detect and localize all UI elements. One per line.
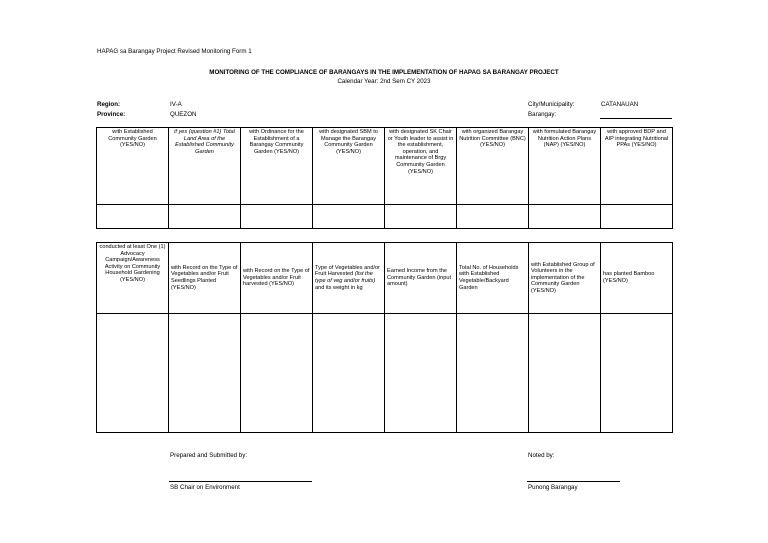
entry-cell[interactable] xyxy=(169,205,241,229)
entry-cell[interactable] xyxy=(385,314,457,433)
compliance-table-1 xyxy=(96,127,673,229)
city-value: CATANAUAN xyxy=(601,101,639,108)
entry-cell[interactable] xyxy=(601,205,673,229)
header-text: and its weight in kg xyxy=(315,284,363,291)
header-cell: with Record on the Type of Vegetables and/or Fruit harvested (YES/NO) xyxy=(241,243,313,314)
province-label: Province: xyxy=(97,111,126,118)
noted-signature-line xyxy=(527,481,620,482)
entry-cell[interactable] xyxy=(313,314,385,433)
header-text-italic: (list the type of veg and/or fruits) xyxy=(315,271,376,284)
entry-cell[interactable] xyxy=(601,314,673,433)
table-header-row xyxy=(97,128,673,205)
table-row xyxy=(97,205,673,229)
header-cell: Total No. of Households with Established Vegetable/Backyard Garden xyxy=(457,243,529,314)
header-cell: with approved BDP and AIP integrating Nutritional PPAs (YES/NO) xyxy=(601,128,673,205)
header-cell: Earned Income from the Community Garden (input amount) xyxy=(385,243,457,314)
header-cell: with Established Community Garden (YES/NO) xyxy=(97,128,169,205)
barangay-field[interactable] xyxy=(600,118,672,119)
header-cell: if yes (question #1) Total Land Area of the Established Community Garden xyxy=(169,128,241,205)
header-cell: with designated SBM to Manage the Barangay Community Garden (YES/NO) xyxy=(313,128,385,205)
header-cell: with designated SK Chair or Youth leader to assist in the establishment, operation, and maintenance of Brgy Community Garden (YES/NO) xyxy=(385,128,457,205)
entry-cell[interactable] xyxy=(97,314,169,433)
table-row xyxy=(97,314,673,433)
region-value: IV-A xyxy=(170,101,182,108)
noted-label: Noted by: xyxy=(528,452,555,459)
barangay-label: Barangay: xyxy=(528,111,557,118)
entry-cell[interactable] xyxy=(169,314,241,433)
header-cell xyxy=(313,243,385,314)
header-cell: with Record on the Type of Vegetables and/or Fruit Seedlings Planted (YES/NO) xyxy=(169,243,241,314)
entry-cell[interactable] xyxy=(241,314,313,433)
entry-cell[interactable] xyxy=(529,205,601,229)
header-text: Type of Vegetables and/or Fruit Harvested xyxy=(315,264,380,278)
entry-cell[interactable] xyxy=(457,314,529,433)
form-id: HAPAG sa Barangay Project Revised Monitoring Form 1 xyxy=(97,48,252,55)
header-cell: with Ordinance for the Establishment of a Barangay Community Garden (YES/NO) xyxy=(241,128,313,205)
compliance-table-2 xyxy=(96,242,673,433)
prepared-label: Prepared and Submitted by: xyxy=(170,452,248,459)
entry-cell[interactable] xyxy=(385,205,457,229)
calendar-year: Calendar Year: 2nd Sem CY 2023 xyxy=(337,78,431,85)
entry-cell[interactable] xyxy=(97,205,169,229)
page-title: MONITORING OF THE COMPLIANCE OF BARANGAYS IN THE IMPLEMENTATION OF HAPAG SA BARANGAY PROJECT xyxy=(209,69,559,76)
region-label: Region: xyxy=(97,101,121,108)
prepared-signature-line xyxy=(169,481,312,482)
table-header-row xyxy=(97,243,673,314)
header-cell: has planted Bamboo (YES/NO) xyxy=(601,243,673,314)
noted-title: Punong Barangay xyxy=(528,484,578,491)
province-value: QUEZON xyxy=(170,111,197,118)
header-cell: with Established Group of Volunteers in the implementation of the Community Garden (YES/NO) xyxy=(529,243,601,314)
entry-cell[interactable] xyxy=(241,205,313,229)
entry-cell[interactable] xyxy=(529,314,601,433)
city-label: City/Municipality: xyxy=(528,101,575,108)
entry-cell[interactable] xyxy=(313,205,385,229)
prepared-title: SB Chair on Environment xyxy=(170,484,240,491)
entry-cell[interactable] xyxy=(457,205,529,229)
header-cell: conducted at least One (1) Advocacy Campaign/Awareness Activity on Community Household Gardening (YES/NO) xyxy=(97,243,169,314)
header-cell: with organized Barangay Nutrition Committee (BNC) (YES/NO) xyxy=(457,128,529,205)
header-cell: with formulated Barangay Nutrition Action Plans (NAP) (YES/NO) xyxy=(529,128,601,205)
